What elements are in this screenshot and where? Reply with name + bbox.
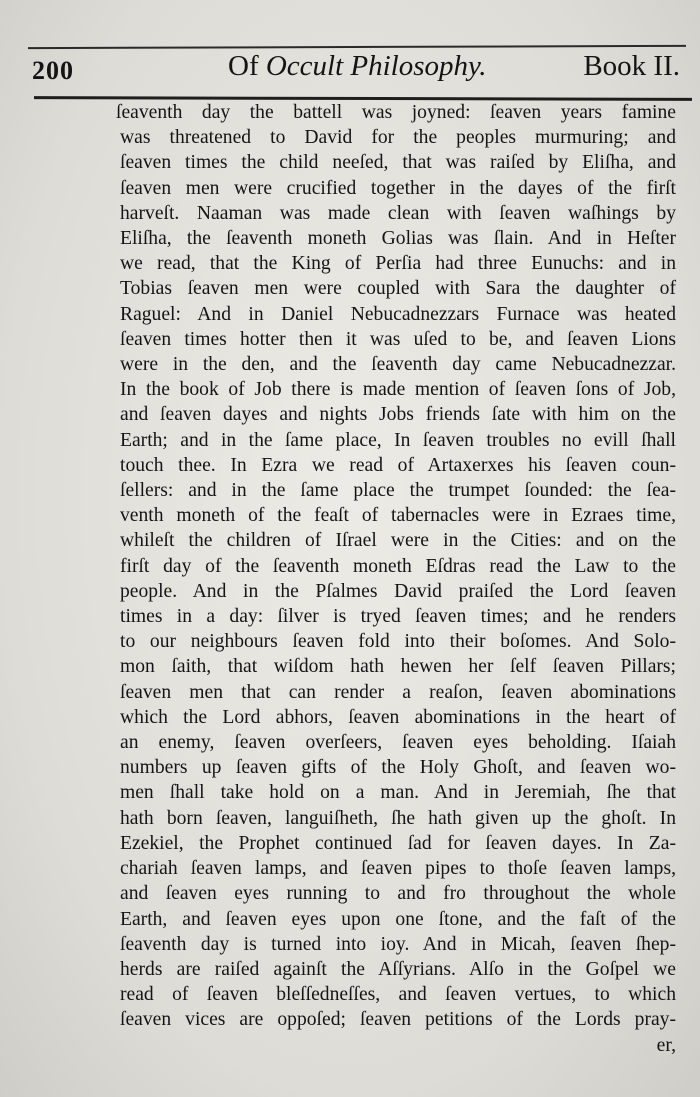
text-line: Ezekiel, the Prophet continued ſad for ſeaven dayes. In Za- — [120, 832, 676, 854]
text-line: men ſhall take hold on a man. And in Jeremiah, ſhe that — [120, 782, 676, 804]
text-line: hath born ſeaven, languiſheth, ſhe hath given up the ghoſt. In — [120, 807, 676, 829]
text-line: firſt day of the ſeaventh moneth Eſdras read the Law to the — [120, 555, 676, 577]
running-header — [30, 50, 686, 96]
text-line: times in a day: ſilver is tryed ſeaven times; and he renders — [120, 606, 676, 628]
text-line: read of ſeaven bleſſedneſſes, and ſeaven vertues, to which — [120, 984, 676, 1006]
text-line: herds are raiſed againſt the Aſſyrians. Alſo in the Goſpel we — [120, 958, 676, 980]
title-italic: Occult Philosophy. — [265, 50, 487, 82]
text-line: to our neighbours ſeaven fold into their boſomes. And Solo- — [120, 631, 676, 653]
book-number: Book II. — [583, 50, 680, 82]
text-line: and ſeaven dayes and nights Jobs friends ſate with him on the — [120, 404, 676, 426]
running-title — [228, 50, 487, 83]
text-line: ſeaven men were crucified together in the dayes of the firſt — [120, 177, 676, 199]
text-line: ſeaven times hotter then it was uſed to be, and ſeaven Lions — [120, 328, 676, 350]
text-line: ſeaven vices are oppoſed; ſeaven petitions of the Lords pray- — [120, 1009, 676, 1031]
text-line: Earth; and in the ſame place, In ſeaven troubles no evill ſhall — [120, 429, 676, 451]
text-line: touch thee. In Ezra we read of Artaxerxes his ſeaven coun- — [120, 454, 676, 476]
page-number: 200 — [32, 56, 74, 85]
text-line: which the Lord abhors, ſeaven abominations in the heart of — [120, 706, 676, 728]
text-line: Raguel: And in Daniel Nebucadnezzars Furnace was heated — [120, 303, 676, 325]
text-line: ſellers: and in the ſame place the trumpet ſounded: the ſea- — [120, 480, 676, 502]
catchword: er, — [656, 1034, 676, 1056]
text-line: chariah ſeaven lamps, and ſeaven pipes to thoſe ſeaven lamps, — [120, 858, 676, 880]
text-line: ſeaven men that can render a reaſon, ſeaven abominations — [120, 681, 676, 703]
text-line: were in the den, and the ſeaventh day came Nebucadnezzar. — [120, 354, 676, 376]
text-line: numbers up ſeaven gifts of the Holy Ghoſt, and ſeaven wo- — [120, 757, 676, 779]
text-line: ſeaventh day is turned into ioy. And in Micah, ſeaven ſhep- — [120, 933, 676, 955]
text-line: we read, that the King of Perſia had three Eunuchs: and in — [120, 253, 676, 275]
body-text — [116, 100, 676, 1058]
text-line: and ſeaven eyes running to and fro throughout the whole — [120, 883, 676, 905]
text-line: Eliſha, the ſeaventh moneth Golias was ſlain. And in Heſter — [120, 228, 676, 250]
top-rule — [28, 45, 686, 49]
text-line: harveſt. Naaman was made clean with ſeaven waſhings by — [120, 202, 676, 224]
text-line: whileſt the children of Iſrael were in the Cities: and on the — [120, 530, 676, 552]
text-line: Earth, and ſeaven eyes upon one ſtone, and the faſt of the — [120, 908, 676, 930]
title-prefix: Of — [228, 50, 266, 82]
text-line: ſeaven times the child neeſed, that was raiſed by Eliſha, and — [120, 152, 676, 174]
text-line: ſeaventh day the battell was joyned: ſeaven years famine — [116, 102, 676, 123]
text-line: venth moneth of the feaſt of tabernacles were in Ezraes time, — [120, 505, 676, 527]
text-line: mon ſaith, that wiſdom hath hewen her ſelf ſeaven Pillars; — [120, 656, 676, 678]
text-line: Tobias ſeaven men were coupled with Sara the daughter of — [120, 278, 676, 300]
text-line: was threatened to David for the peoples murmuring; and — [120, 127, 676, 149]
text-line: In the book of Job there is made mention of ſeaven ſons of Job, — [120, 379, 676, 401]
text-line: an enemy, ſeaven overſeers, ſeaven eyes beholding. Iſaiah — [120, 732, 676, 754]
text-line: people. And in the Pſalmes David praiſed the Lord ſeaven — [120, 580, 676, 602]
